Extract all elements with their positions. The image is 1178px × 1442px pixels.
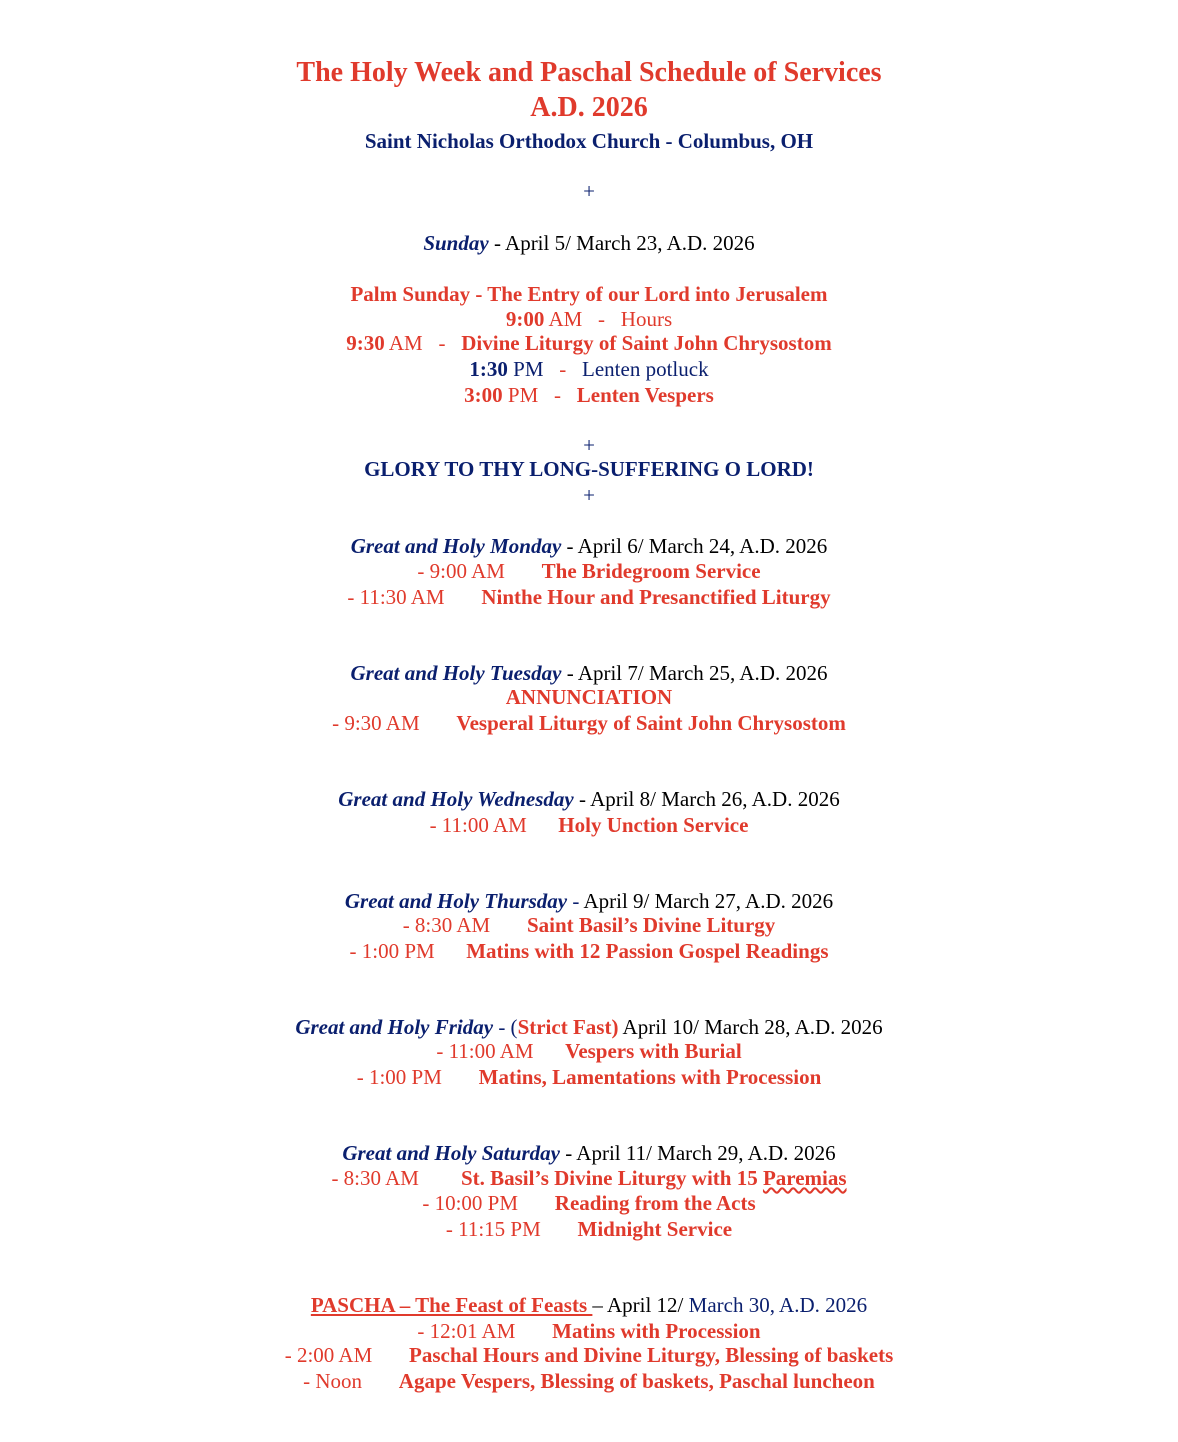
service-time: - 9:00 AM [417, 559, 505, 583]
service-name: Paschal Hours and Divine Liturgy, Blessing of baskets [409, 1343, 894, 1367]
service-line: 9:30 AM - Divine Liturgy of Saint John Chrysostom [346, 331, 832, 355]
tuesday-heading [0, 660, 1178, 686]
day-date: April 9/ March 27, A.D. 2026 [583, 889, 834, 913]
service-time: - 8:30 AM [402, 913, 491, 937]
service-name: Matins with Procession [552, 1319, 761, 1343]
service-name: Reading from the Acts [554, 1191, 756, 1215]
day-name: PASCHA – The Feast of Feasts [310, 1293, 593, 1317]
sunday-heading [0, 230, 1178, 256]
service-name-misspelled: Paremias [762, 1166, 847, 1190]
day-name: Sunday [423, 231, 489, 255]
service-name: Agape Vespers, Blessing of baskets, Paschal luncheon [398, 1369, 875, 1393]
wednesday-heading [0, 786, 1178, 812]
service-time: - 1:00 PM [349, 939, 435, 963]
day-name: Great and Holy Wednesday [338, 787, 574, 811]
service-time: - 1:00 PM [356, 1065, 442, 1089]
service-name: Lenten potluck [582, 357, 709, 381]
day-name: Great and Holy Thursday [344, 889, 568, 913]
service-line: 9:00 AM - Hours [505, 307, 673, 331]
service-time: - 11:00 AM [429, 813, 527, 837]
pascha-heading: PASCHA – The Feast of Feasts – April 12/ March 30, A.D. 2026 [310, 1293, 868, 1317]
day-date: April 10/ March 28, A.D. 2026 [618, 1015, 883, 1039]
church-name: Saint Nicholas Orthodox Church - Columbus, OH [364, 129, 814, 153]
service-time: - 2:00 AM [284, 1343, 373, 1367]
service-name: The Bridegroom Service [541, 559, 761, 583]
service-line [0, 938, 1178, 964]
day-date: - April 5/ March 23, A.D. 2026 [488, 231, 755, 255]
service-line [0, 558, 1178, 584]
friday-heading: Great and Holy Friday - (Strict Fast) April 10/ March 28, A.D. 2026 [295, 1015, 883, 1039]
service-name: Lenten Vespers [576, 383, 714, 407]
day-date: March 30, A.D. 2026 [688, 1293, 868, 1317]
service-name: Ninthe Hour and Presanctified Liturgy [481, 585, 831, 609]
feast-title: Palm Sunday - The Entry of our Lord into Jerusalem [350, 282, 828, 306]
service-line [0, 812, 1178, 838]
saturday-heading [0, 1140, 1178, 1166]
cross-divider: + [583, 433, 595, 457]
service-name: Holy Unction Service [558, 813, 749, 837]
service-time: - 10:00 PM [422, 1191, 519, 1215]
service-name: Divine Liturgy of Saint John Chrysostom [461, 331, 832, 355]
service-time: - 11:15 PM [445, 1217, 541, 1241]
service-name: Matins, Lamentations with Procession [478, 1065, 822, 1089]
service-line [0, 1216, 1178, 1242]
day-name: Great and Holy Monday [350, 534, 562, 558]
service-line [0, 1038, 1178, 1064]
service-name: Vesperal Liturgy of Saint John Chrysostom [456, 711, 846, 735]
service-line [0, 912, 1178, 938]
glory-heading: GLORY TO THY LONG-SUFFERING O LORD! [364, 457, 814, 481]
service-line [0, 1190, 1178, 1216]
service-name: Midnight Service [577, 1217, 733, 1241]
day-date: - April 8/ March 26, A.D. 2026 [573, 787, 840, 811]
service-name: Saint Basil’s Divine Liturgy [526, 913, 776, 937]
service-time: - 11:00 AM [436, 1039, 534, 1063]
day-name: Great and Holy Friday [295, 1015, 494, 1039]
cross-divider: + [583, 483, 595, 507]
service-time: - 9:30 AM [332, 711, 420, 735]
service-line [0, 584, 1178, 610]
feast-title: ANNUNCIATION [505, 685, 673, 709]
service-time: - 8:30 AM [331, 1166, 419, 1190]
day-name: Great and Holy Saturday [342, 1141, 560, 1165]
service-name: Matins with 12 Passion Gospel Readings [466, 939, 829, 963]
service-time: - 12:01 AM [417, 1319, 516, 1343]
day-date: - April 7/ March 25, A.D. 2026 [561, 661, 828, 685]
day-date: - April 6/ March 24, A.D. 2026 [561, 534, 828, 558]
service-time: - 11:30 AM [347, 585, 445, 609]
service-line [0, 1165, 1178, 1191]
fast-note: Strict Fast) [517, 1015, 619, 1039]
service-name: Hours [620, 307, 673, 331]
service-line [0, 1064, 1178, 1090]
service-name: Vespers with Burial [565, 1039, 742, 1063]
service-line [0, 1342, 1178, 1368]
monday-heading [0, 533, 1178, 559]
service-name: St. Basil’s Divine Liturgy with 15 [460, 1166, 763, 1190]
service-line [0, 710, 1178, 736]
cross-divider: + [583, 179, 595, 203]
service-line [0, 1318, 1178, 1344]
service-time: - Noon [303, 1369, 363, 1393]
page-title-year: A.D. 2026 [530, 92, 648, 123]
page-title: The Holy Week and Paschal Schedule of Services [296, 57, 882, 88]
service-line: 1:30 PM - Lenten potluck [469, 357, 709, 381]
service-line: 3:00 PM - Lenten Vespers [464, 383, 714, 407]
service-line [0, 1368, 1178, 1394]
day-date: - April 11/ March 29, A.D. 2026 [559, 1141, 836, 1165]
day-name: Great and Holy Tuesday [350, 661, 562, 685]
thursday-heading: Great and Holy Thursday - April 9/ March 27, A.D. 2026 [344, 889, 834, 913]
